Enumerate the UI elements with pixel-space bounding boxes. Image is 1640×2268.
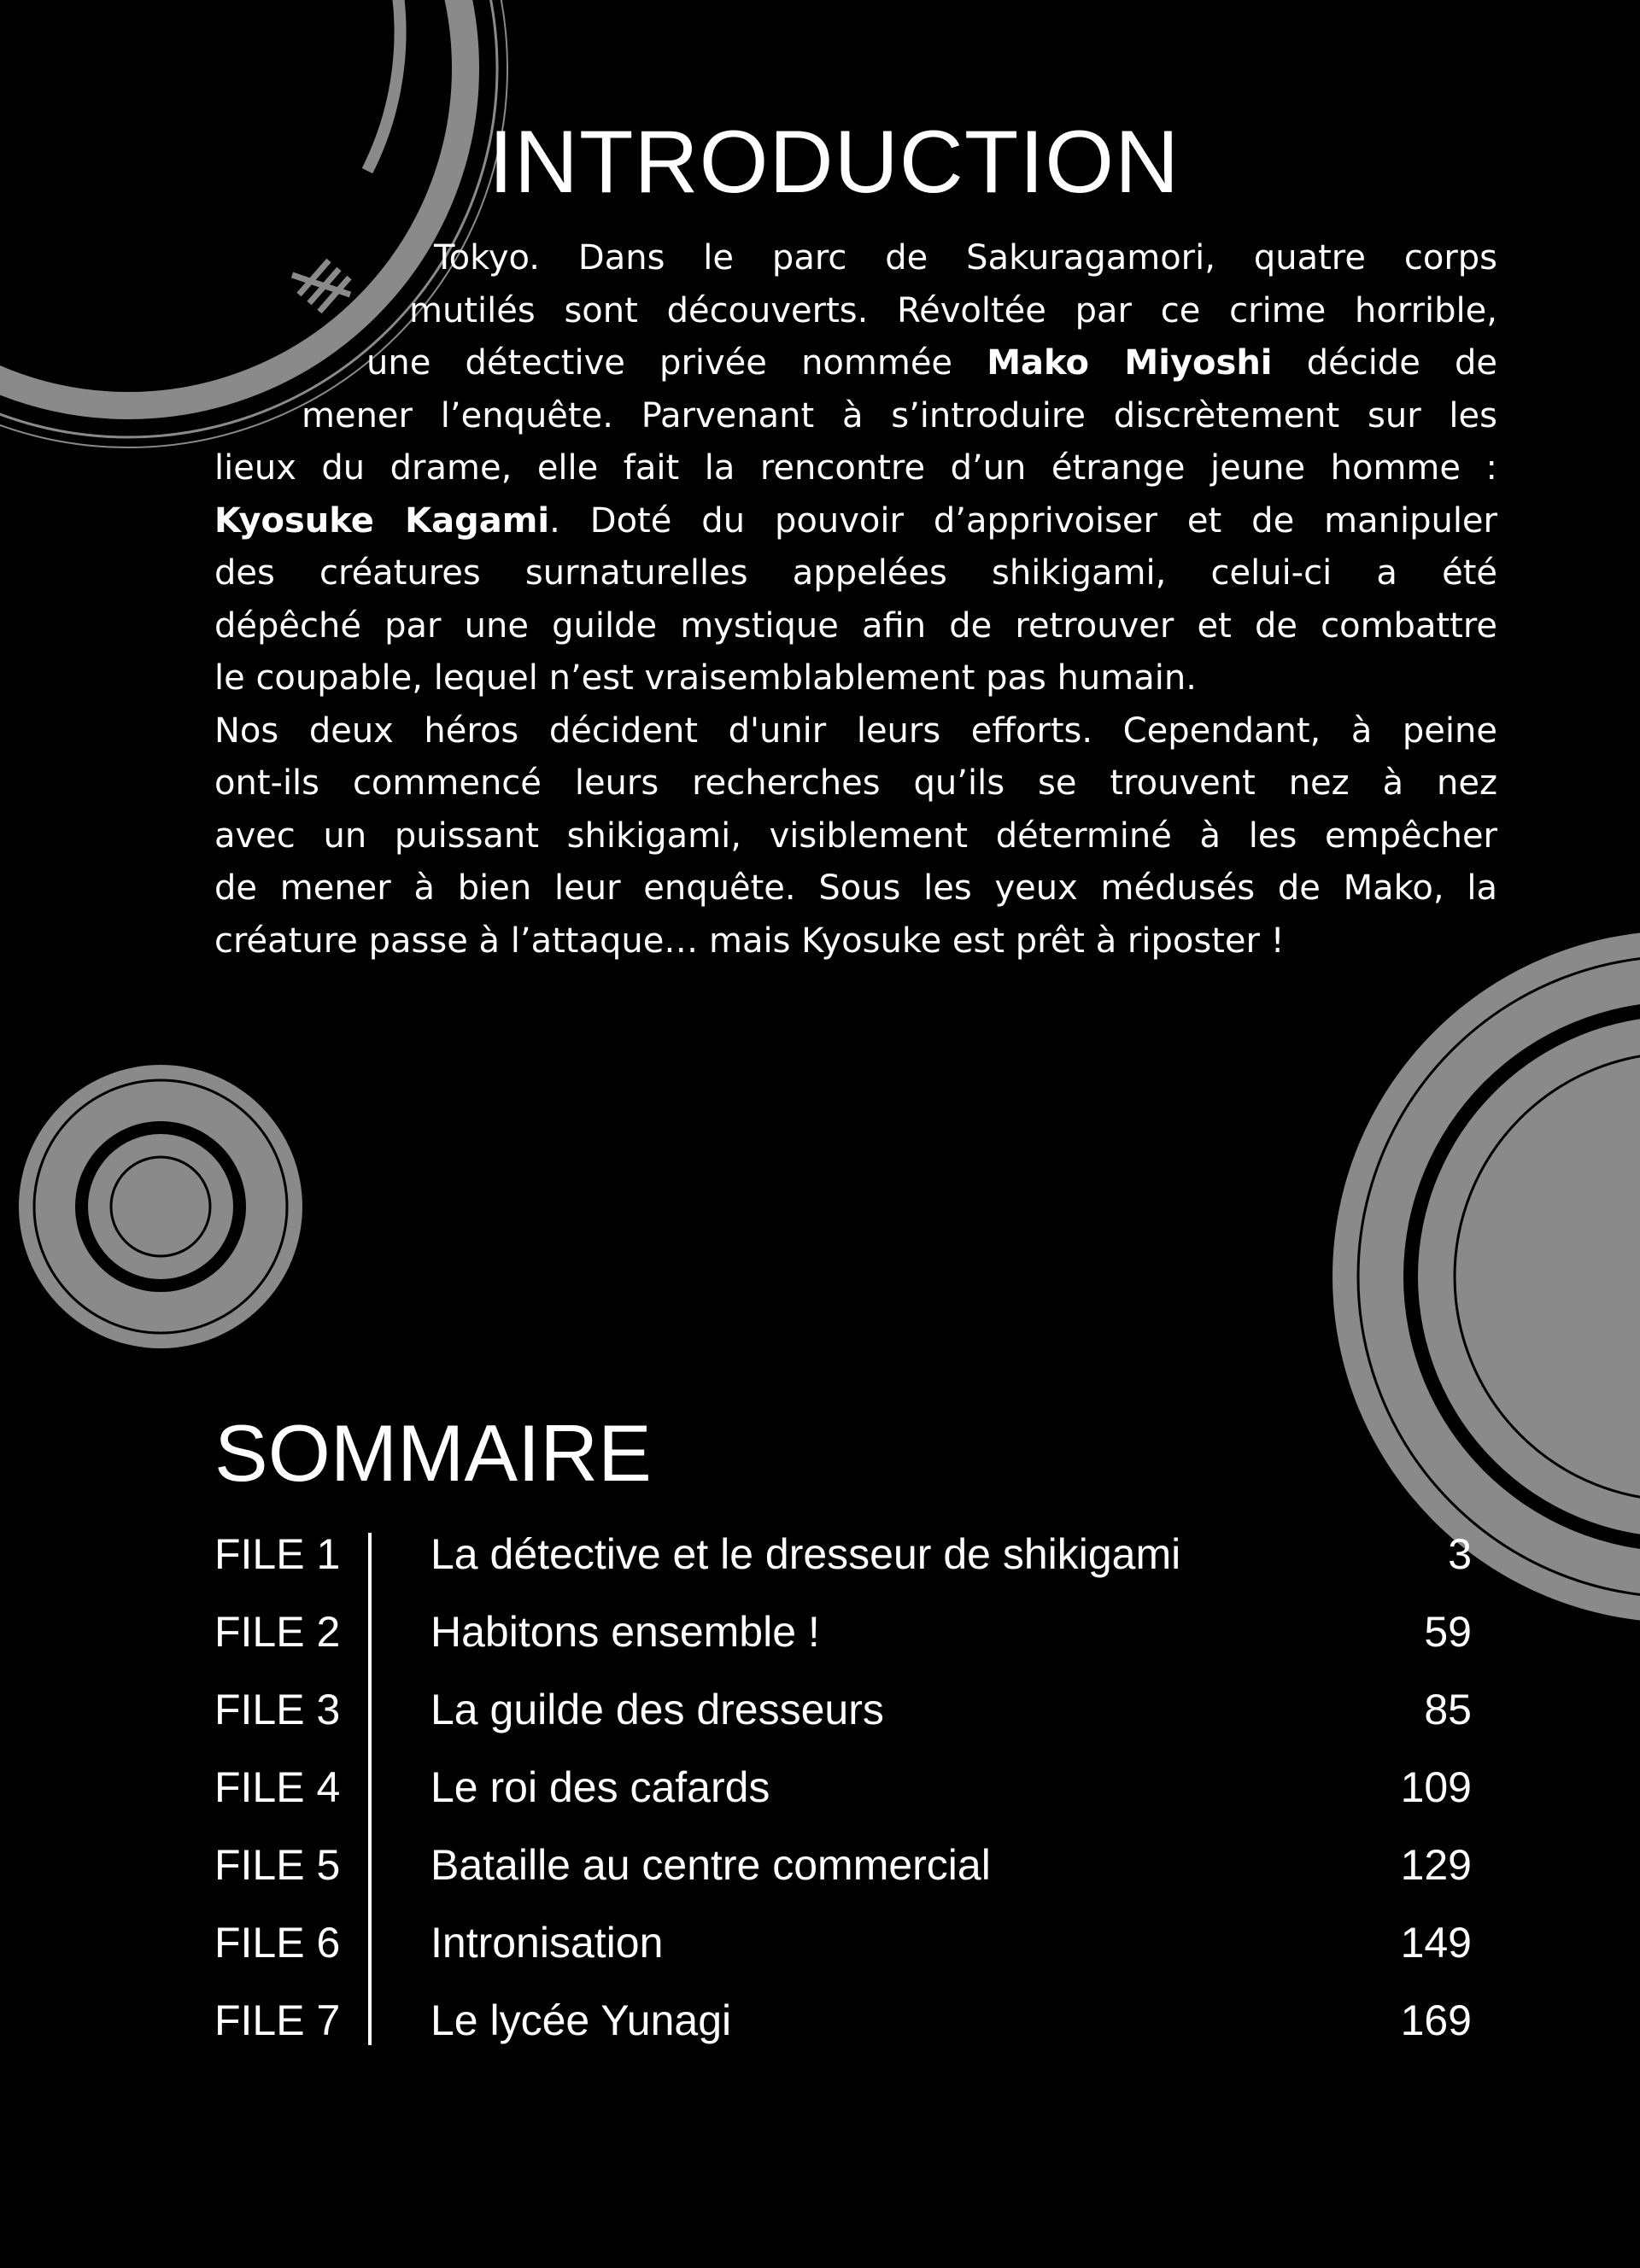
toc-chapter-title: Habitons ensemble ! [430, 1608, 820, 1656]
toc-page-number: 129 [1400, 1841, 1472, 1889]
left-target-ornament [19, 1065, 302, 1348]
text-segment: mutilés sont découverts. Révoltée par ce crime horrible, [409, 290, 1497, 330]
toc-row [214, 1762, 1472, 1839]
toc-row [214, 1529, 1472, 1606]
toc-row [214, 1606, 1472, 1684]
text-segment: lieux du drame, elle fait la rencontre d’un étrange jeune homme : [214, 448, 1497, 488]
toc-chapter-title: Le roi des cafards [430, 1763, 770, 1811]
text-segment: . Doté du pouvoir d’apprivoiser et de manipuler [549, 500, 1497, 541]
toc-chapter-title: La guilde des dresseurs [430, 1686, 884, 1733]
character-name: Mako Miyoshi [987, 343, 1273, 383]
toc-row [214, 1839, 1472, 1917]
right-ring-ornament [1332, 931, 1640, 1622]
introduction-line [214, 600, 1497, 653]
sommaire-title: SOMMAIRE [214, 1408, 652, 1498]
text-segment: décide de [1272, 343, 1497, 383]
toc-page-number: 109 [1400, 1763, 1472, 1811]
introduction-line [214, 810, 1497, 863]
introduction-text [214, 232, 1497, 967]
toc-page-number: 169 [1400, 1996, 1472, 2044]
text-segment: le coupable, lequel n’est vraisemblablement pas humain. [214, 658, 1197, 698]
text-segment: avec un puissant shikigami, visiblement déterminé à les empêcher [214, 815, 1497, 856]
toc-file-label: FILE 1 [214, 1530, 341, 1578]
toc-page-number: 3 [1448, 1530, 1472, 1578]
introduction-line [214, 915, 1497, 968]
toc-page-number: 59 [1424, 1608, 1472, 1656]
character-name: Kyosuke Kagami [214, 500, 550, 541]
introduction-line [214, 390, 1497, 443]
toc-chapter-title: Bataille au centre commercial [430, 1841, 991, 1889]
introduction-line [214, 862, 1497, 915]
text-segment: ont-ils commencé leurs recherches qu’ils se trouvent nez à nez [214, 763, 1497, 803]
introduction-line [214, 285, 1497, 338]
toc-file-label: FILE 7 [214, 1996, 341, 2044]
toc-page-number: 85 [1424, 1686, 1472, 1733]
toc-file-label: FILE 3 [214, 1686, 341, 1733]
introduction-line [214, 495, 1497, 548]
toc-chapter-title: La détective et le dresseur de shikigami [430, 1530, 1181, 1578]
toc-chapter-title: Intronisation [430, 1919, 664, 1967]
toc-row [214, 1917, 1472, 1995]
text-segment: mener l’enquête. Parvenant à s’introduire discrètement sur les [302, 395, 1497, 435]
table-of-contents [214, 1529, 1472, 2072]
introduction-line [214, 757, 1497, 810]
text-segment: des créatures surnaturelles appelées shikigami, celui-ci a été [214, 553, 1497, 593]
introduction-line [214, 547, 1497, 600]
introduction-line [214, 652, 1497, 705]
text-segment: de mener à bien leur enquête. Sous les yeux médusés de Mako, la [214, 868, 1497, 908]
introduction-line [214, 442, 1497, 495]
toc-file-label: FILE 5 [214, 1841, 341, 1889]
introduction-title: INTRODUCTION [489, 113, 1180, 212]
introduction-line [214, 232, 1497, 285]
toc-row [214, 1684, 1472, 1762]
toc-chapter-title: Le lycée Yunagi [430, 1996, 732, 2044]
toc-row [214, 1995, 1472, 2072]
toc-file-label: FILE 2 [214, 1608, 341, 1656]
introduction-line [214, 705, 1497, 758]
text-segment: Tokyo. Dans le parc de Sakuragamori, quatre corps [434, 238, 1497, 278]
toc-page-number: 149 [1400, 1919, 1472, 1967]
text-segment: dépêché par une guilde mystique afin de retrouver et de combattre [214, 605, 1497, 646]
introduction-line [214, 337, 1497, 390]
text-segment: créature passe à l’attaque… mais Kyosuke est prêt à riposter ! [214, 921, 1285, 961]
toc-file-label: FILE 6 [214, 1919, 341, 1967]
text-segment: Nos deux héros décident d'unir leurs efforts. Cependant, à peine [214, 710, 1497, 751]
text-segment: une détective privée nommée [366, 343, 987, 383]
toc-file-label: FILE 4 [214, 1763, 341, 1811]
